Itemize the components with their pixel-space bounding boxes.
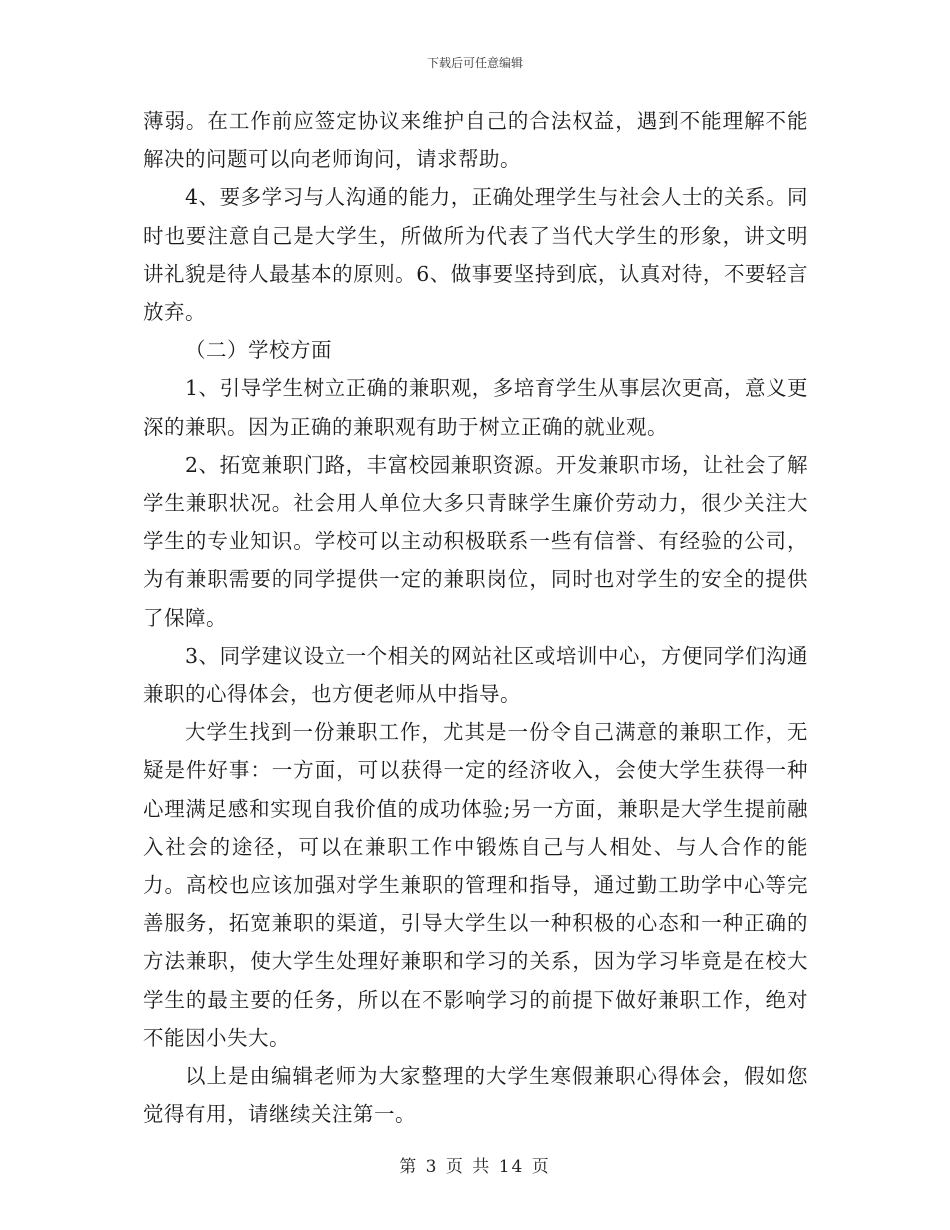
page-footer: 第 3 页 共 14 页 (399, 1157, 551, 1177)
document-body (143, 102, 808, 1133)
paragraph-2: 4、要多学习与人沟通的能力，正确处理学生与社会人士的关系。同时也要注意自己是大学生，所做所为代表了当代大学生的形象，讲文明讲礼貌是待人最基本的原则。6、做事要坚持到底，认真对待，不要轻言放弃。 (143, 185, 808, 325)
paragraph-4: 2、拓宽兼职门路，丰富校园兼职资源。开发兼职市场，让社会了解学生兼职状况。社会用人单位大多只青睐学生廉价劳动力，很少关注大学生的专业知识。学校可以主动积极联系一些有信誉、有经验的公司，为有兼职需要的同学提供一定的兼职岗位，同时也对学生的安全的提供了保障。 (143, 452, 808, 630)
paragraph-5: 3、同学建议设立一个相关的网站社区或培训中心，方便同学们沟通兼职的心得体会，也方便老师从中指导。 (143, 643, 808, 707)
paragraph-7: 以上是由编辑老师为大家整理的大学生寒假兼职心得体会，假如您觉得有用，请继续关注第一。 (143, 1064, 808, 1127)
paragraph-3: 1、引导学生树立正确的兼职观，多培育学生从事层次更高，意义更深的兼职。因为正确的兼职观有助于树立正确的就业观。 (143, 376, 808, 439)
page-header: 下载后可任意编辑 (426, 56, 523, 70)
paragraph-6: 大学生找到一份兼职工作，尤其是一份令自己满意的兼职工作，无疑是件好事：一方面，可以获得一定的经济收入，会使大学生获得一种心理满足感和实现自我价值的成功体验;另一方面，兼职是大学生提前融入社会的途径，可以在兼职工作中锻炼自己与人相处、与人合作的能力。高校也应该加强对学生兼职的管理和指导，通过勤工助学中心等完善服务，拓宽兼职的渠道，引导大学生以一种积极的心态和一种正确的方法兼职，使大学生处理好兼职和学习的关系，因为学习毕竟是在校大学生的最主要的任务，所以在不影响学习的前提下做好兼职工作，绝对不能因小失大。 (143, 720, 808, 1050)
section-heading-school: （二）学校方面 (185, 338, 332, 363)
paragraph-1: 薄弱。在工作前应签定协议来维护自己的合法权益，遇到不能理解不能解决的问题可以向老师询问，请求帮助。 (143, 109, 808, 172)
